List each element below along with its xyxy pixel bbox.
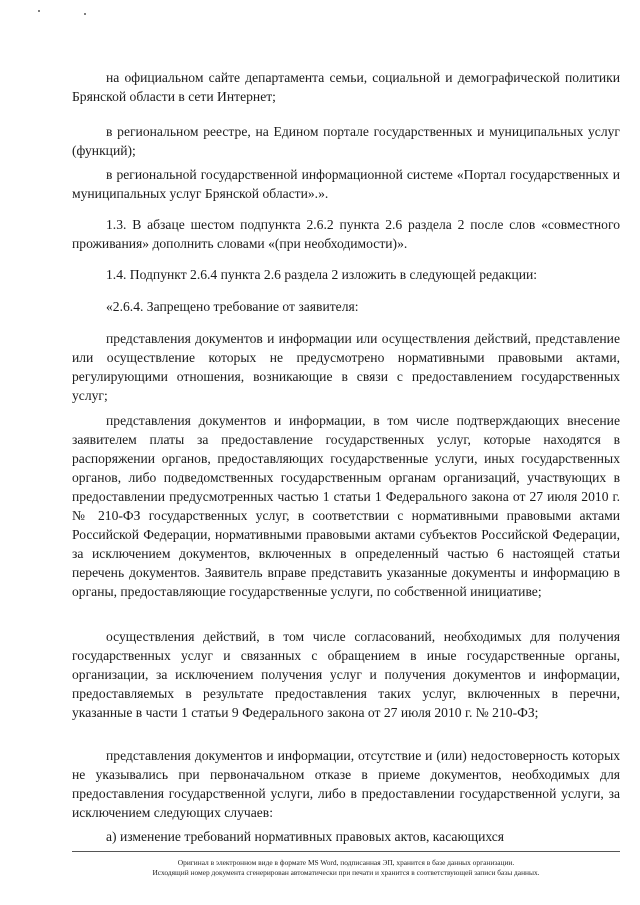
paragraph-2-6-4-heading: «2.6.4. Запрещено требование от заявителя: <box>106 299 359 314</box>
paragraph-subitem-a: а) изменение требований нормативных правовых актов, касающихся <box>106 829 505 844</box>
paragraph-requirement-3: осуществления действий, в том числе согласований, необходимых для получения государственных услуг и связанных с обращением в иные государственные органы, организации, за исключением получения услуг и получения документов и информации, предоставляемых в результате предоставления таких услуг, включенных в перечни, указанные в части 1 статьи 9 Федерального закона от 27 июля 2010 г. № 210-ФЗ; <box>72 629 620 720</box>
scan-speck <box>38 10 40 12</box>
paragraph-clause-1-4: 1.4. Подпункт 2.6.4 пункта 2.6 раздела 2 изложить в следующей редакции: <box>106 267 538 282</box>
paragraph-regional-portal: в региональной государственной информационной системе «Портал государственных и муниципальных услуг Брянской области».». <box>72 167 620 201</box>
paragraph-regional-registry: в региональном реестре, на Едином портале государственных и муниципальных услуг (функций); <box>72 124 620 158</box>
scan-speck <box>84 13 86 15</box>
paragraph-official-site: на официальном сайте департамента семьи, социальной и демографической политики Брянской области в сети Интернет; <box>72 70 620 104</box>
paragraph-requirement-1: представления документов и информации или осуществления действий, представление или осуществление которых не предусмотрено нормативными правовыми актами, регулирующими отношения, возникающие в связи с предоставлением государственных услуг; <box>72 331 620 403</box>
footer-line-original: Оригинал в электронном виде в формате MS Word, подписанная ЭП, хранится в базе данных организации. <box>177 858 515 867</box>
paragraph-clause-1-3: 1.3. В абзаце шестом подпункта 2.6.2 пункта 2.6 раздела 2 после слов «совместного проживания» дополнить словами «(при необходимости)». <box>72 217 620 251</box>
paragraph-requirement-2: представления документов и информации, в том числе подтверждающих внесение заявителем платы за предоставление государственных услуг, которые находятся в распоряжении органов, предоставляющих государственные услуги, иных государственных органов, либо подведомственных государственным органам организаций, участвующих в предоставлении предусмотренных частью 1 статьи 1 Федерального закона от 27 июля 2010 г. № 210-ФЗ государственных услуг, в соответствии с нормативными правовыми актами Российской Федерации, нормативными правовыми актами субъектов Российской Федерации, за исключением документов, включенных в определенный частью 6 настоящей статьи перечень документов. Заявитель вправе представить указанные документы и информацию в органы, предоставляющие государственные услуги, по собственной инициативе; <box>72 413 620 599</box>
footer-line-outgoing-number: Исходящий номер документа сгенерирован автоматически при печати и хранится в соответствующей записи базы данных. <box>152 868 540 877</box>
page-footer <box>72 851 620 878</box>
paragraph-requirement-4: представления документов и информации, отсутствие и (или) недостоверность которых не указывались при первоначальном отказе в приеме документов, необходимых для предоставления государственной услуги, либо в предоставлении государственной услуги, за исключением следующих случаев: <box>72 748 620 820</box>
